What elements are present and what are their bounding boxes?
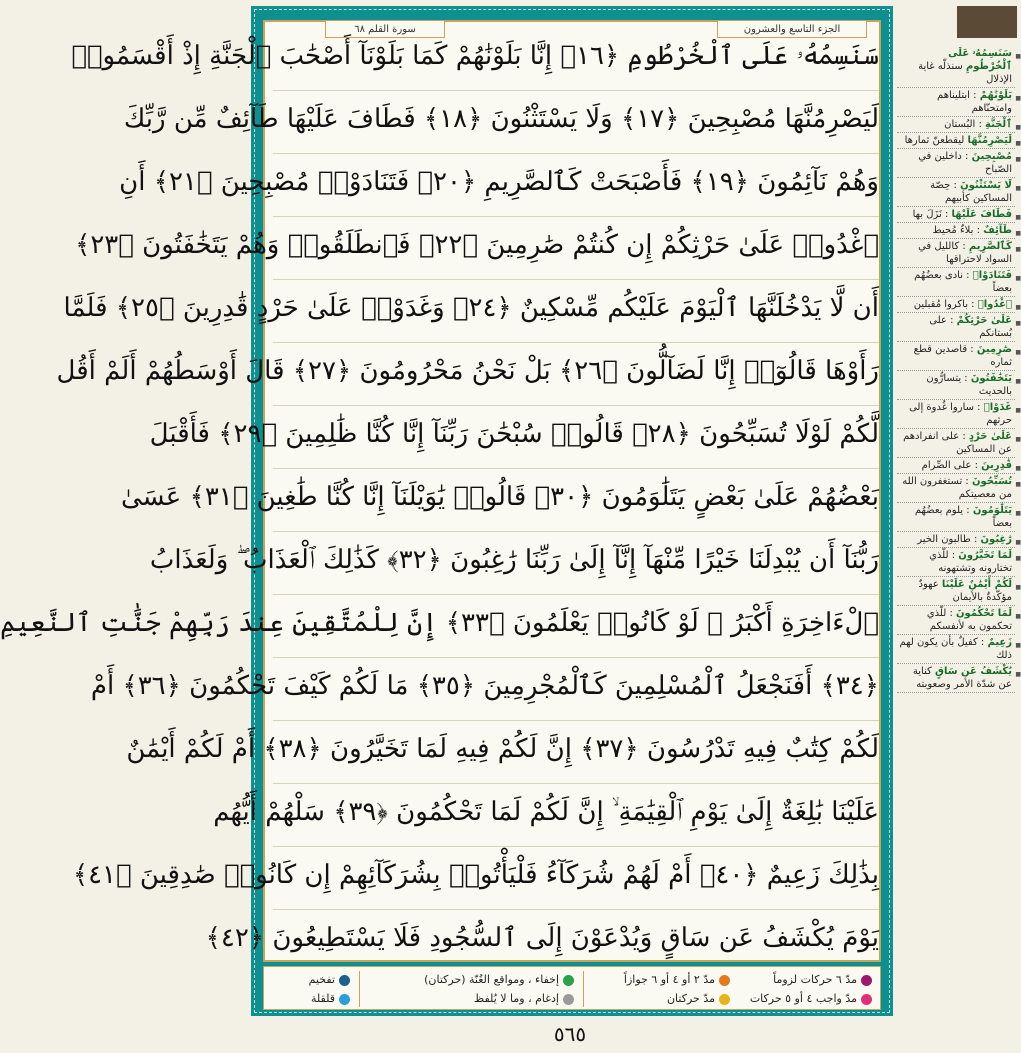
gloss-item: ■ لَيَصْرِمُنَّهَا ليقطعنّ ثمارها <box>897 133 1015 149</box>
gloss-item: ■ فَتَنَادَوْا۟ : نادى بعضُهُم بعضاً <box>897 268 1015 297</box>
legend-item: إدغام ، وما لا يُلفظ <box>474 992 574 1005</box>
gloss-item: ■ لَا يَسْتَثْنُونَ : حِصّة المساكين كأبيهم <box>897 178 1015 207</box>
verse-line: عَلَيْنَا بَٰلِغَةٌ إِلَىٰ يَوْمِ ٱلْقِيَٰمَةِ ۙ إِنَّ لَكُمْ لَمَا تَحْكُمُونَ ﴿٣٩﴾ سَلْهُمْ أَيُّهُم <box>273 784 879 847</box>
legend-dot-icon <box>861 994 872 1005</box>
corner-tab <box>957 6 1017 38</box>
gloss-item: ■ ٱلْجَنَّةِ : البُستان <box>897 117 1015 133</box>
verse-line: رَبُّنَآ أَن يُبْدِلَنَا خَيْرًا مِّنْهَآ إِنَّآ إِلَىٰ رَبِّنَا رَٰغِبُونَ ﴿٣٢﴾ كَذَٰلِكَ ٱلْعَذَابُ ۖ وَلَعَذَابُ <box>273 532 879 595</box>
gloss-item: ■ فَطَافَ عَلَيْهَا : نَزَلَ بها <box>897 207 1015 223</box>
legend-item: قلقلة <box>311 992 350 1005</box>
gloss-item: ■ يَتَلَٰوَمُونَ : يلوم بعضُهُم بعضاً <box>897 503 1015 532</box>
verse-line: ﴿٣٤﴾ أَفَنَجْعَلُ ٱلْمُسْلِمِينَ كَٱلْمُجْرِمِينَ ﴿٣٥﴾ مَا لَكُمْ كَيْفَ تَحْكُمُونَ ﴿٣٦﴾ أَمْ <box>273 658 879 721</box>
surah-label: سورة القلم ٦٨ <box>325 20 445 38</box>
gloss-item: ■ تُسَبِّحُونَ : تستغفرون الله من معصيتكم <box>897 474 1015 503</box>
verse-line: لَّكُمْ لَوْلَا تُسَبِّحُونَ ﴿٢٨﴾ قَالُوا۟ سُبْحَٰنَ رَبِّنَآ إِنَّا كُنَّا ظَٰلِمِينَ ﴿٢٩﴾ فَأَقْبَلَ <box>273 406 879 469</box>
legend-dot-icon <box>339 975 350 986</box>
gloss-item: ■ كَٱلصَّرِيمِ : كالليل في السواد لاحتراقها <box>897 239 1015 268</box>
verse-line: ٱغْدُوا۟ عَلَىٰ حَرْثِكُمْ إِن كُنتُمْ صَٰرِمِينَ ﴿٢٢﴾ فَٱنطَلَقُوا۟ وَهُمْ يَتَخَٰفَتُونَ ﴿٢٣﴾ <box>273 217 879 280</box>
gloss-sidebar <box>897 46 1015 1022</box>
gloss-item: ■ رَٰغِبُونَ : طالبون الخير <box>897 532 1015 548</box>
gloss-item: ■ يُكْشَفُ عَن سَاقٍ كناية عن شدّة الأمر وصعوبته <box>897 664 1015 693</box>
verse-lines <box>0 28 879 972</box>
gloss-item: ■ صَٰرِمِينَ : قاصدين قطع ثماره <box>897 342 1015 371</box>
verse-line: رَأَوْهَا قَالُوٓا۟ إِنَّا لَضَآلُّونَ ﴿٢٦﴾ بَلْ نَحْنُ مَحْرُومُونَ ﴿٢٧﴾ قَالَ أَوْسَطُهُمْ أَلَمْ أَقُل <box>273 343 879 406</box>
legend-dot-icon <box>861 975 872 986</box>
gloss-item: ■ طَآئِفٌ : بلاءٌ مُحيط <box>897 223 1015 239</box>
gloss-item: ■ عَلَىٰ حَرْثِكُمْ : على بُستانكم <box>897 313 1015 342</box>
legend-divider <box>583 971 584 1007</box>
gloss-item: ■ سَنَسِمُهُۥ عَلَى ٱلْخُرْطُومِ سنذلّه غاية الإذلال <box>897 46 1015 88</box>
tajweed-legend <box>263 966 881 1010</box>
legend-item: تفخيم <box>309 973 350 986</box>
verse-line: يَوْمَ يُكْشَفُ عَن سَاقٍ وَيُدْعَوْنَ إِلَى ٱلسُّجُودِ فَلَا يَسْتَطِيعُونَ ﴿٤٢﴾ <box>205 923 879 953</box>
gloss-item: ■ بَلَوْنَٰهُمْ : ابتليناهم وامتحنّاهم <box>897 88 1015 117</box>
legend-divider <box>359 971 360 1007</box>
gloss-item: ■ مُصْبِحِينَ : داخلين في الصّباح <box>897 149 1015 178</box>
gloss-item: ■ قَٰدِرِينَ : على الصِّرام <box>897 458 1015 474</box>
text-frame <box>0 6 893 1016</box>
verse-line: ٱلْءَاخِرَةِ أَكْبَرُ ۚ لَوْ كَانُوا۟ يَعْلَمُونَ ﴿٣٣﴾ إِنَّ لِلْمُتَّقِينَ عِندَ رَبِّهِمْ جَنَّٰتِ ٱلنَّعِيمِ <box>273 595 879 658</box>
legend-dot-icon <box>719 975 730 986</box>
verse-line: أَن لَّا يَدْخُلَنَّهَا ٱلْيَوْمَ عَلَيْكُم مِّسْكِينٌ ﴿٢٤﴾ وَغَدَوْا۟ عَلَىٰ حَرْدٍ قَٰدِرِينَ ﴿٢٥﴾ فَلَمَّا <box>273 280 879 343</box>
gloss-item: ■ غَدَوْا۟ : ساروا غُدوة إلى حرثهم <box>897 400 1015 429</box>
verse-line: لَيَصْرِمُنَّهَا مُصْبِحِينَ ﴿١٧﴾ وَلَا يَسْتَثْنُونَ ﴿١٨﴾ فَطَافَ عَلَيْهَا طَآئِفٌ مِّن رَّبِّكَ <box>273 91 879 154</box>
gloss-item: ■ زَعِيمٌ : كفيلٌ بأن يكون لهم ذلك <box>897 635 1015 664</box>
gloss-item: ■ لَكُمْ أَيْمَٰنٌ عَلَيْنَا عهودٌ مؤكّدةٌ بالأيمان <box>897 577 1015 606</box>
legend-item: مدّ حركتان <box>667 992 730 1005</box>
verse-line: وَهُمْ نَآئِمُونَ ﴿١٩﴾ فَأَصْبَحَتْ كَٱلصَّرِيمِ ﴿٢٠﴾ فَتَنَادَوْا۟ مُصْبِحِينَ ﴿٢١﴾ أَنِ <box>273 154 879 217</box>
legend-dot-icon <box>339 994 350 1005</box>
gloss-item: ■ لَمَا تَخَيَّرُونَ : للّذي تختارونه وتشتهونه <box>897 548 1015 577</box>
gloss-item: ■ ٱغْدُوا۟ : باكروا مُقبلين <box>897 297 1015 313</box>
verse-line: لَكُمْ كِتَٰبٌ فِيهِ تَدْرُسُونَ ﴿٣٧﴾ إِنَّ لَكُمْ فِيهِ لَمَا تَخَيَّرُونَ ﴿٣٨﴾ أَمْ لَكُمْ أَيْمَٰنٌ <box>273 721 879 784</box>
gloss-item: ■ يَتَخَٰفَتُونَ : يتسارُّون بالحديث <box>897 371 1015 400</box>
gloss-item: ■ لَمَا تَحْكُمُونَ : للّذي تحكمون به لأنفسكم <box>897 606 1015 635</box>
legend-dot-icon <box>563 975 574 986</box>
verse-line: بِذَٰلِكَ زَعِيمٌ ﴿٤٠﴾ أَمْ لَهُمْ شُرَكَآءُ فَلْيَأْتُوا۟ بِشُرَكَآئِهِمْ إِن كَانُوا۟ صَٰدِقِينَ ﴿٤١﴾ <box>273 847 879 910</box>
legend-item: مدّ ٦ حركات لزوماً <box>773 973 872 986</box>
legend-item: مدّ واجب ٤ أو ٥ حركات <box>750 992 872 1005</box>
legend-dot-icon <box>719 994 730 1005</box>
gloss-item: ■ عَلَىٰ حَرْدٍ : على انفرادهم عن المساكين <box>897 429 1015 458</box>
legend-item: مدّ ٢ أو ٤ أو ٦ جوازاً <box>624 973 730 986</box>
verse-line: سَنَسِمُهُۥ عَلَى ٱلْخُرْطُومِ ﴿١٦﴾ إِنَّا بَلَوْنَٰهُمْ كَمَا بَلَوْنَآ أَصْحَٰبَ ٱلْجَنَّةِ إِذْ أَقْسَمُوا۟ <box>273 28 879 91</box>
verse-line: بَعْضُهُمْ عَلَىٰ بَعْضٍ يَتَلَٰوَمُونَ ﴿٣٠﴾ قَالُوا۟ يَٰوَيْلَنَآ إِنَّا كُنَّا طَٰغِينَ ﴿٣١﴾ عَسَىٰ <box>273 469 879 532</box>
legend-item: إخفاء ، ومواقع الغُنّة (حركتان) <box>424 973 574 986</box>
page-number: ٥٦٥ <box>553 1022 587 1046</box>
legend-dot-icon <box>563 994 574 1005</box>
juz-label: الجزء التاسع والعشرون <box>717 20 867 38</box>
